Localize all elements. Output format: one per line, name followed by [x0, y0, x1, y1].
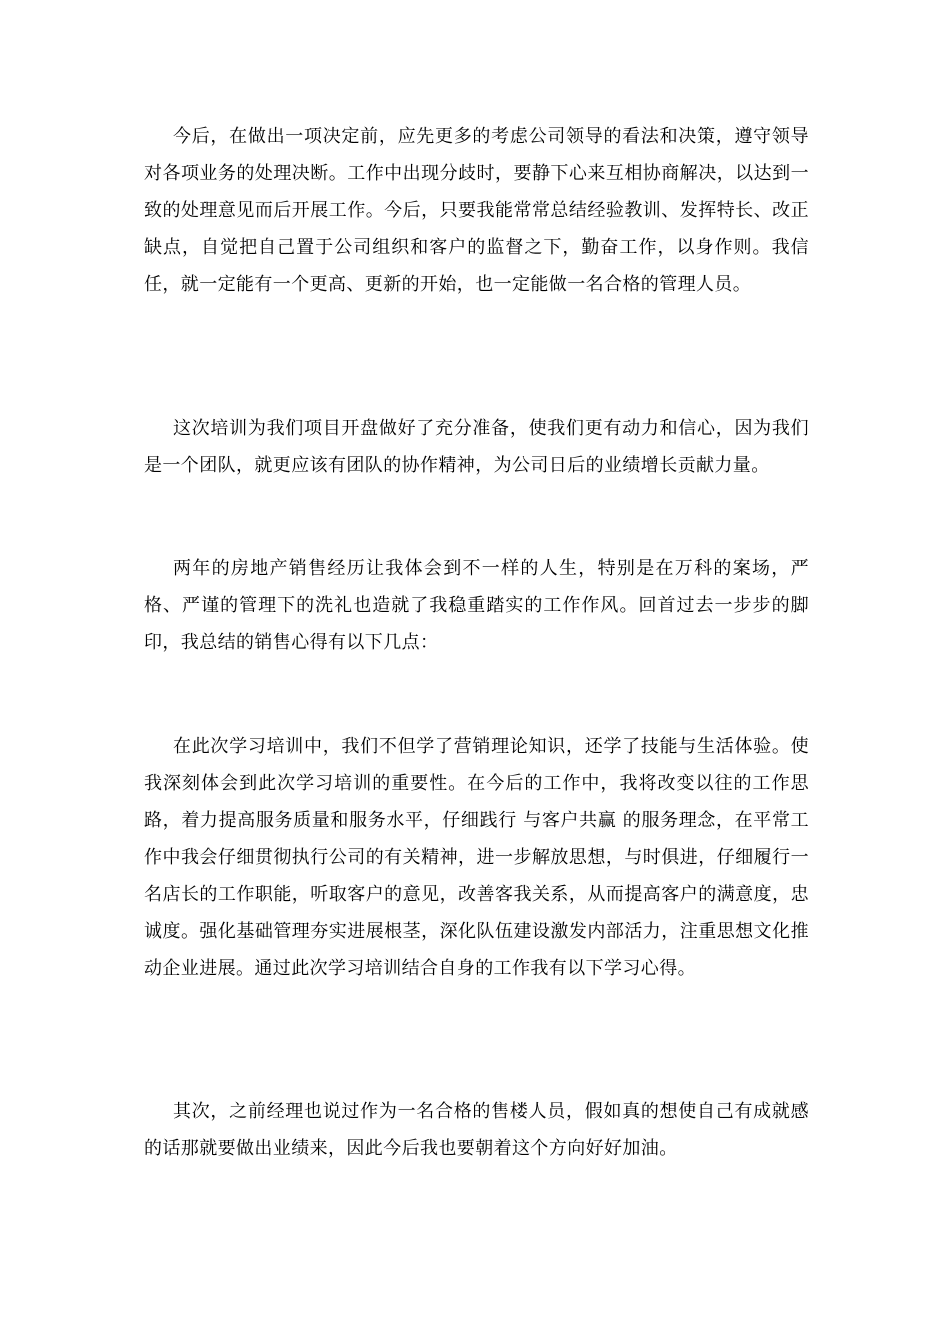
paragraph-2: 这次培训为我们项目开盘做好了充分准备，使我们更有动力和信心，因为我们是一个团队，就更应该有团队的协作精神，为公司日后的业绩增长贡献力量。 — [144, 418, 809, 476]
paragraph-4: 在此次学习培训中，我们不但学了营销理论知识，还学了技能与生活体验。使我深刻体会到此次学习培训的重要性。在今后的工作中，我将改变以往的工作思路，着力提高服务质量和服务水平，仔细践行 与客户共赢 的服务理念，在平常工作中我会仔细贯彻执行公司的有关精神，进一步解放思想，与时俱进，仔细履行一名店长的工作职能，听取客户的意见，改善客我关系，从而提高客户的满意度，忠诚度。强化基础管理夯实进展根茎，深化队伍建设激发内部活力，注重思想文化推动企业进展。通过此次学习培训结合自身的工作我有以下学习心得。 — [144, 736, 809, 979]
paragraph-5: 其次，之前经理也说过作为一名合格的售楼人员，假如真的想使自己有成就感的话那就要做出业绩来，因此今后我也要朝着这个方向好好加油。 — [144, 1101, 809, 1159]
paragraph-3: 两年的房地产销售经历让我体会到不一样的人生，特别是在万科的案场，严格、严谨的管理下的洗礼也造就了我稳重踏实的工作作风。回首过去一步步的脚印，我总结的销售心得有以下几点： — [144, 558, 809, 653]
paragraph-1: 今后，在做出一项决定前，应先更多的考虑公司领导的看法和决策，遵守领导对各项业务的处理决断。工作中出现分歧时，要静下心来互相协商解决，以达到一致的处理意见而后开展工作。今后，只要我能常常总结经验教训、发挥特长、改正缺点，自觉把自己置于公司组织和客户的监督之下，勤奋工作，以身作则。我信任，就一定能有一个更高、更新的开始，也一定能做一名合格的管理人员。 — [144, 126, 809, 295]
